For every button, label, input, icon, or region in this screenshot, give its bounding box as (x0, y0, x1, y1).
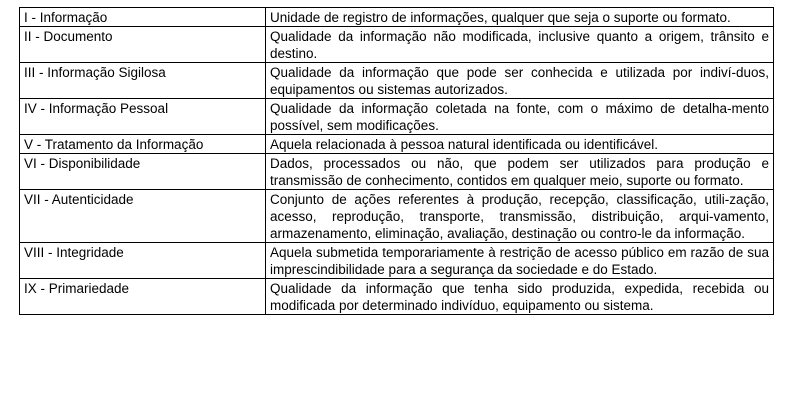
term-cell: V - Tratamento da Informação (20, 135, 266, 154)
definition-cell: Qualidade da informação que tenha sido produzida, expedida, recebida ou modificada por determinado indivíduo, equipamento ou sistema. (266, 279, 774, 315)
table-row (20, 27, 774, 63)
term-cell: IV - Informação Pessoal (20, 99, 266, 135)
term-cell: III - Informação Sigilosa (20, 63, 266, 99)
definition-cell: Qualidade da informação não modificada, inclusive quanto a origem, trânsito e destino. (266, 27, 774, 63)
table-row (20, 63, 774, 99)
table-row (20, 99, 774, 135)
matching-table (19, 7, 774, 315)
table-row (20, 190, 774, 243)
definition-cell: Unidade de registro de informações, qualquer que seja o suporte ou formato. (266, 8, 774, 27)
table-row (20, 154, 774, 190)
definition-cell: Aquela submetida temporariamente à restrição de acesso público em razão de sua imprescindibilidade para a segurança da sociedade e do Estado. (266, 243, 774, 279)
term-cell: IX - Primariedade (20, 279, 266, 315)
term-cell: VI - Disponibilidade (20, 154, 266, 190)
table-body (20, 8, 774, 315)
definition-cell: Dados, processados ou não, que podem ser utilizados para produção e transmissão de conhecimento, contidos em qualquer meio, suporte ou formato. (266, 154, 774, 190)
table-row (20, 279, 774, 315)
definition-cell: Qualidade da informação que pode ser conhecida e utilizada por indiví-duos, equipamentos ou sistemas autorizados. (266, 63, 774, 99)
term-cell: II - Documento (20, 27, 266, 63)
table-row (20, 243, 774, 279)
table-row (20, 8, 774, 27)
definition-cell: Conjunto de ações referentes à produção, recepção, classificação, utili-zação, acesso, reprodução, transporte, transmissão, distribuição, arqui-vamento, armazenamento, eliminação, avaliação, destinação ou contro-le da informação. (266, 190, 774, 243)
term-cell: I - Informação (20, 8, 266, 27)
term-cell: VII - Autenticidade (20, 190, 266, 243)
table-row (20, 135, 774, 154)
definition-cell: Aquela relacionada à pessoa natural identificada ou identificável. (266, 135, 774, 154)
definition-cell: Qualidade da informação coletada na fonte, com o máximo de detalha-mento possível, sem modificações. (266, 99, 774, 135)
term-cell: VIII - Integridade (20, 243, 266, 279)
